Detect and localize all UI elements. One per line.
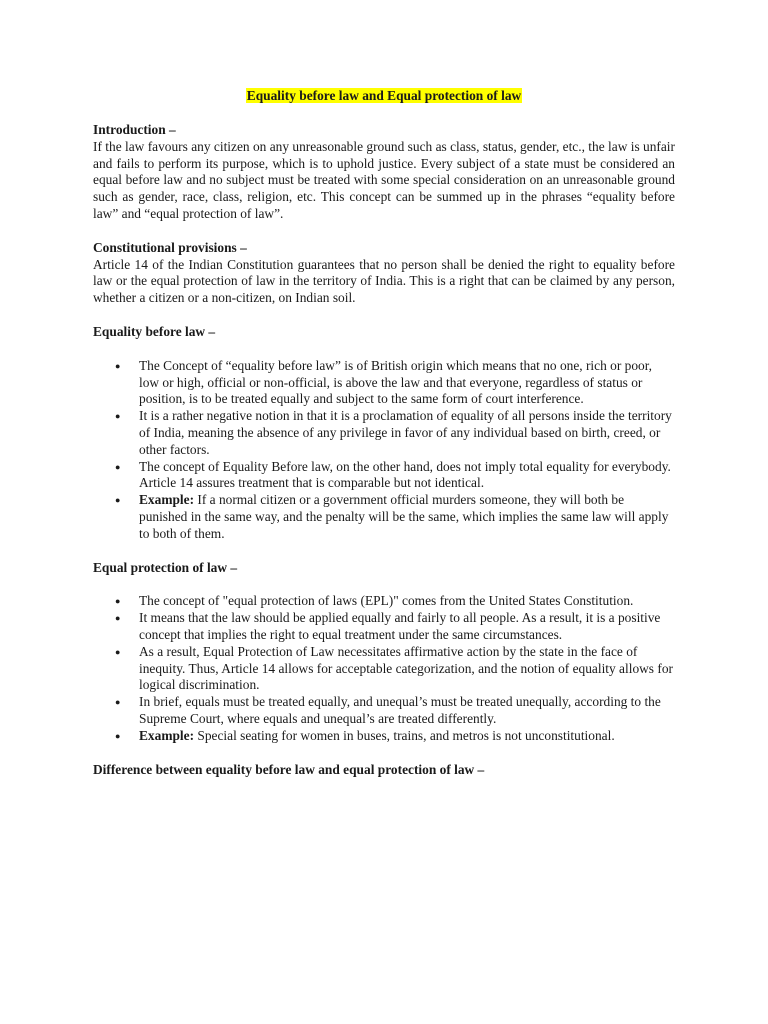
list-item (93, 728, 675, 745)
document-title (93, 88, 675, 105)
list-item (93, 694, 675, 728)
list-item-text: The concept of "equal protection of laws (EPL)" comes from the United States Constitution. (139, 593, 634, 609)
list-item (93, 610, 675, 644)
spacer (93, 543, 675, 560)
equality-before-law-heading: Equality before law – (93, 323, 216, 339)
list-item (93, 644, 675, 694)
introduction-heading: Introduction – (93, 122, 176, 137)
spacer (93, 745, 675, 762)
list-item (93, 459, 675, 493)
difference-heading: Difference between equality before law and equal protection of law – (93, 761, 485, 777)
example-label: Example: (139, 727, 195, 743)
equality-before-law-list (93, 358, 675, 543)
equal-protection-list (93, 593, 675, 744)
example-label: Example: (139, 492, 195, 508)
bullet-icon: ● (115, 697, 121, 708)
spacer (93, 223, 675, 240)
list-item (93, 492, 675, 542)
list-item-text: It is a rather negative notion in that it is a proclamation of equality of all persons inside the territory of India, meaning the absence of any privilege in favor of any individual based on birth, creed, or other factors. (139, 408, 672, 457)
bullet-icon: ● (115, 613, 121, 624)
introduction-paragraph: If the law favours any citizen on any unreasonable ground such as class, status, gender, etc., the law is unfair and fails to perform its purpose, which is to uphold justice. Every subject of a state must be considered an equal before law and no subject must be treated with some special consideration on an unreasonable ground such as gender, race, class, religion, etc. This concept can be summed up in the phrases “equality before law” and “equal protection of law”. (93, 138, 675, 221)
list-item-text: If a normal citizen or a government official murders someone, they will both be punished in the same way, and the penalty will be the same, which implies the same law will apply to both of them. (139, 492, 669, 541)
list-item-text: It means that the law should be applied equally and fairly to all people. As a result, it is a positive concept that implies the right to equal treatment under the same circumstances. (139, 610, 661, 642)
bullet-icon: ● (115, 596, 121, 607)
bullet-icon: ● (115, 360, 121, 371)
list-item (93, 358, 675, 408)
bullet-icon: ● (115, 461, 121, 472)
bullet-icon: ● (115, 495, 121, 506)
list-item-text: In brief, equals must be treated equally, and unequal’s must be treated unequally, according to the Supreme Court, where equals and unequal’s are treated differently. (139, 694, 661, 726)
spacer (93, 341, 675, 358)
list-item-text: The concept of Equality Before law, on the other hand, does not imply total equality for everybody. Article 14 assures treatment that is comparable but not identical. (139, 458, 671, 491)
list-item (93, 408, 675, 458)
spacer (93, 576, 675, 593)
bullet-icon: ● (115, 730, 121, 741)
constitutional-paragraph: Article 14 of the Indian Constitution guarantees that no person shall be denied the right to equality before law or the equal protection of law in the territory of India. This is a right that can be claimed by any person, whether a citizen or a non-citizen, on Indian soil. (93, 256, 675, 306)
bullet-icon: ● (115, 411, 121, 422)
equal-protection-heading: Equal protection of law – (93, 559, 238, 575)
constitutional-heading: Constitutional provisions – (93, 239, 247, 255)
list-item-text: As a result, Equal Protection of Law necessitates affirmative action by the state in the face of inequity. Thus, Article 14 allows for acceptable categorization, and the notion of equality allows for logical discrimination. (139, 643, 673, 693)
spacer (93, 307, 675, 324)
document-page (93, 88, 675, 778)
document-title-text: Equality before law and Equal protection of law (246, 88, 522, 103)
list-item-text: The Concept of “equality before law” is of British origin which means that no one, rich or poor, low or high, official or non-official, is above the law and that everyone, regardless of status or position, is to be treated equally and subject to the same form of court interference. (139, 357, 653, 407)
list-item-text: Special seating for women in buses, trains, and metros is not unconstitutional. (194, 727, 615, 743)
bullet-icon: ● (115, 646, 121, 657)
list-item (93, 593, 675, 610)
